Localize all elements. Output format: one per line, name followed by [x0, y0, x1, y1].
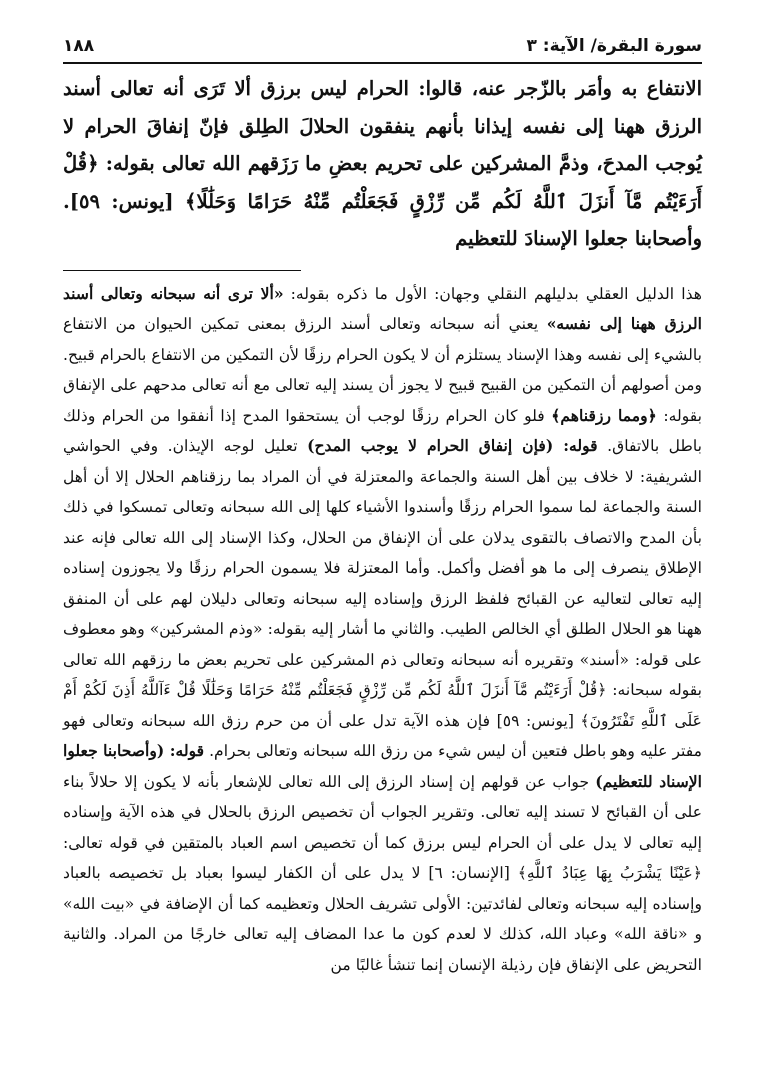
- commentary-text-3: تعليل لوجه الإيذان. وفي الحواشي الشريفية: لا خلاف بين أهل السنة والجماعة والمعتزلة في أن المراد بما رزقناهم الحلال إلا أن أهل السنة والجماعة لما سموا الحرام رزقًا وأسندوا الأشياء كلها إلى الله سبحانه وتعالى تمسكوا في ذلك بأن المدح والاتصاف بالتقوى يدلان على أن الإنفاق من الحلال، وكذا الإسناد إلى الله تعالى فإنه عند الإطلاق ينصرف إلى ما هو أفضل وأكمل. وأما المعتزلة فلا يسمون الحرام رزقًا ولا يجوزون إسناده إليه تعالى لتعاليه عن القبائح فلفظ الرزق وإسناده إليه سبحانه وتعالى دليلان لهم على أن المنفق ههنا هو الحلال الطلق أي الخالص الطيب. والثاني ما أشار إليه بقوله: «وذم المشركين» وهو معطوف على قوله: «أسند» وتقريره أنه سبحانه وتعالى ذم المشركين على تحريم بعض ما رزقهم الله تعالى بقوله سبحانه: ﴿قُلْ أَرَءَيْتُم مَّآ أَنزَلَ ٱللَّهُ لَكُم مِّن رِّزْقٍ فَجَعَلْتُم مِّنْهُ حَرَامًا وَحَلَٰلًا قُلْ ءَآللَّهُ أَذِنَ لَكُمْ أَمْ عَلَى ٱللَّهِ تَفْتَرُونَ﴾ [يونس: ٥٩] فإن هذه الآية تدل على أن من حرم رزق الله سبحانه وتعالى فهو مفتر عليه وهو باطل فتعين أن ليس شيء من رزق الله سبحانه وتعالى بحرام.: [63, 437, 703, 760]
- quote-second: ﴿ومما رزقناهم﴾: [551, 405, 657, 425]
- surah-title: سورة البقرة/ الآية: ٣: [526, 36, 702, 56]
- page-header: [63, 30, 702, 64]
- commentary-paragraph: [63, 279, 702, 981]
- qawluhu-first: قوله: (فإن إنفاق الحرام لا يوجب المدح): [307, 436, 598, 455]
- main-paragraph: الانتفاع به وأمَر بالزّجر عنه، قالوا: الحرام ليس برزق ألا تَرَى أنه تعالى أسند الرزق ههنا إلى نفسه إيذانا بأنهم ينفقون الحلالَ الطِلق فإنّ إنفاقَ الحرام لا يُوجب المدحَ، وذمَّ المشركين على تحريم بعضِ ما رَزَقهم الله تعالى بقوله: ﴿قُلْ أَرَءَيْتُم مَّآ أَنزَلَ ٱللَّهُ لَكُم مِّن رِّزْقٍ فَجَعَلْتُم مِّنْهُ حَرَامًا وَحَلَٰلًا﴾ [يونس: ٥٩]. وأصحابنا جعلوا الإسنادَ للتعظيم: [63, 77, 702, 250]
- commentary-text-1: يعني أنه سبحانه وتعالى أسند الرزق بمعنى تمكين الحيوان من الانتفاع بالشيء إلى نفسه وهذا الإسناد يستلزم أن لا يكون الحرام رزقًا لأن التمكين من الانتفاع بالحرام قبيح. ومن أصولهم أن التمكين من القبيح قبيح لا يجوز أن يسند إليه تعالى مع أنه تعالى مدحهم على الإنفاق بقوله:: [63, 315, 703, 425]
- page-number: ١٨٨: [63, 36, 95, 56]
- qawluhu-second: قوله: (وأصحابنا جعلوا الإسناد للتعظيم): [63, 741, 702, 791]
- footnote-divider: [63, 270, 301, 271]
- commentary-intro: هذا الدليل العقلي بدليلهم النقلي وجهان: الأول ما ذكره بقوله:: [283, 284, 702, 303]
- main-text: [63, 70, 702, 258]
- commentary-text-2: فلو كان الحرام رزقًا لوجب أن يستحقوا المدح إذا أنفقوا من الحرام وذلك باطل بالاتفاق.: [63, 406, 702, 455]
- quote-first: «ألا ترى أنه سبحانه وتعالى أسند الرزق ههنا إلى نفسه»: [63, 283, 702, 333]
- commentary-text-4: جواب عن قولهم إن إسناد الرزق إلى الله تعالى للإشعار بأنه لا يكون إلا حلالاً بناء على أن القبائح لا تسند إليه تعالى. وتقرير الجواب أن تخصيص الرزق بالحلال في هذه الآية وإسناده إليه تعالى لا يدل على أن الحرام ليس برزق كما أن تخصيص اسم العباد بالمتقين في قوله تعالى: ﴿عَيْنًا يَشْرَبُ بِهَا عِبَادُ ٱللَّهِ﴾ [الإنسان: ٦] لا يدل على أن الكفار ليسوا بعباد بل تخصيصه بالعباد وإسناده إليه سبحانه وتعالى لفائدتين: الأولى تشريف الحلال وتعظيمه كما أن الإضافة في «بيت الله» و «ناقة الله» وعباد الله، كذلك لا لعدم كون ما عدا المضاف إليه تعالى خارجًا من المراد. والثانية التحريض على الإنفاق فإن رذيلة الإنسان إنما تنشأ غالبًا من: [63, 772, 702, 974]
- commentary: [63, 279, 702, 981]
